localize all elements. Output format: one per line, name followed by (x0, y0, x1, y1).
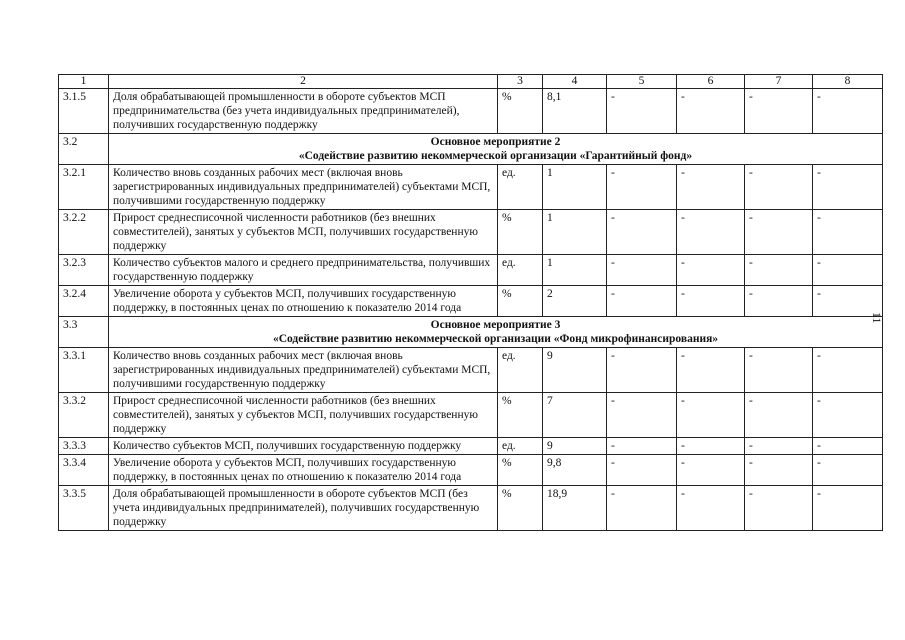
table-row (59, 89, 883, 134)
row-number: 3.2.1 (59, 165, 109, 210)
table-row (59, 348, 883, 393)
value-cell: - (813, 286, 883, 317)
unit-cell: % (498, 89, 543, 134)
section-number: 3.2 (59, 134, 109, 165)
value-cell: - (745, 393, 813, 438)
value-cell: - (677, 393, 745, 438)
value-cell: - (677, 255, 745, 286)
header-cell: 5 (607, 75, 677, 89)
section-row (59, 317, 883, 348)
section-title (109, 317, 883, 348)
value-cell: - (607, 348, 677, 393)
header-cell: 6 (677, 75, 745, 89)
section-title-line1: Основное мероприятие 2 (430, 136, 561, 148)
table-row (59, 438, 883, 455)
value-cell: - (677, 438, 745, 455)
value-cell: - (677, 348, 745, 393)
unit-cell: % (498, 486, 543, 531)
value-cell: - (745, 455, 813, 486)
value-cell: - (745, 165, 813, 210)
value-cell: - (745, 286, 813, 317)
header-cell: 4 (543, 75, 607, 89)
table-row (59, 165, 883, 210)
value-cell: 9,8 (543, 455, 607, 486)
row-number: 3.3.4 (59, 455, 109, 486)
table-row (59, 393, 883, 438)
header-cell: 8 (813, 75, 883, 89)
indicator-name: Прирост среднесписочной численности работников (без внешних совместителей), занятых у субъектов МСП, получивших государственную поддержку (109, 393, 498, 438)
value-cell: - (607, 165, 677, 210)
value-cell: - (677, 89, 745, 134)
indicator-name: Количество субъектов МСП, получивших государственную поддержку (109, 438, 498, 455)
row-number: 3.3.5 (59, 486, 109, 531)
value-cell: - (677, 210, 745, 255)
header-cell: 1 (59, 75, 109, 89)
section-title-line2: «Содействие развитию некоммерческой организации «Фонд микрофинансирования» (272, 333, 719, 345)
section-number: 3.3 (59, 317, 109, 348)
row-number: 3.2.3 (59, 255, 109, 286)
row-number: 3.2.2 (59, 210, 109, 255)
value-cell: - (745, 348, 813, 393)
row-number: 3.3.2 (59, 393, 109, 438)
unit-cell: % (498, 210, 543, 255)
indicator-name: Доля обрабатывающей промышленности в обороте субъектов МСП предпринимательства (без учета индивидуальных предпринимателей), получивших государственную поддержку (109, 89, 498, 134)
value-cell: - (607, 286, 677, 317)
unit-cell: ед. (498, 348, 543, 393)
table-row (59, 286, 883, 317)
section-title (109, 134, 883, 165)
unit-cell: % (498, 455, 543, 486)
section-title-line2: «Содействие развитию некоммерческой организации «Гарантийный фонд» (298, 150, 693, 162)
value-cell: - (813, 486, 883, 531)
value-cell: - (813, 438, 883, 455)
header-cell: 7 (745, 75, 813, 89)
value-cell: 7 (543, 393, 607, 438)
value-cell: 9 (543, 438, 607, 455)
value-cell: - (813, 393, 883, 438)
value-cell: 2 (543, 286, 607, 317)
value-cell: - (813, 455, 883, 486)
indicator-name: Увеличение оборота у субъектов МСП, получивших государственную поддержку, в постоянных ценах по отношению к показателю 2014 года (109, 286, 498, 317)
row-number: 3.3.3 (59, 438, 109, 455)
value-cell: - (677, 486, 745, 531)
value-cell: 1 (543, 165, 607, 210)
value-cell: - (813, 255, 883, 286)
page-number: 11 (870, 312, 884, 324)
value-cell: - (607, 438, 677, 455)
value-cell: 1 (543, 255, 607, 286)
value-cell: - (607, 210, 677, 255)
row-number: 3.2.4 (59, 286, 109, 317)
value-cell: - (745, 89, 813, 134)
indicator-name: Количество субъектов малого и среднего предпринимательства, получивших государственную поддержку (109, 255, 498, 286)
value-cell: - (745, 438, 813, 455)
value-cell: - (607, 255, 677, 286)
value-cell: - (745, 210, 813, 255)
indicators-table (58, 74, 883, 531)
unit-cell: ед. (498, 165, 543, 210)
value-cell: - (813, 89, 883, 134)
header-cell: 3 (498, 75, 543, 89)
row-number: 3.1.5 (59, 89, 109, 134)
indicator-name: Прирост среднесписочной численности работников (без внешних совместителей), занятых у субъектов МСП, получивших государственную поддержку (109, 210, 498, 255)
value-cell: - (813, 210, 883, 255)
indicator-name: Увеличение оборота у субъектов МСП, получивших государственную поддержку, в постоянных ценах по отношению к показателю 2014 года (109, 455, 498, 486)
value-cell: - (745, 255, 813, 286)
header-cell: 2 (109, 75, 498, 89)
value-cell: - (607, 455, 677, 486)
table-row (59, 455, 883, 486)
section-title-line1: Основное мероприятие 3 (430, 319, 561, 331)
table-row (59, 486, 883, 531)
value-cell: - (607, 393, 677, 438)
section-row (59, 134, 883, 165)
indicator-name: Количество вновь созданных рабочих мест (включая вновь зарегистрированных индивидуальных предпринимателей) субъектами МСП, получившими государственную поддержку (109, 165, 498, 210)
value-cell: - (677, 165, 745, 210)
indicator-name: Количество вновь созданных рабочих мест (включая вновь зарегистрированных индивидуальных предпринимателей) субъектами МСП, получившими государственную поддержку (109, 348, 498, 393)
indicator-name: Доля обрабатывающей промышленности в обороте субъектов МСП (без учета индивидуальных предпринимателей), получивших государственную поддержку (109, 486, 498, 531)
value-cell: - (607, 89, 677, 134)
value-cell: - (745, 486, 813, 531)
table-row (59, 210, 883, 255)
value-cell: - (677, 286, 745, 317)
value-cell: - (813, 165, 883, 210)
value-cell: 8,1 (543, 89, 607, 134)
value-cell: 1 (543, 210, 607, 255)
unit-cell: ед. (498, 255, 543, 286)
unit-cell: ед. (498, 438, 543, 455)
value-cell: - (607, 486, 677, 531)
value-cell: - (677, 455, 745, 486)
unit-cell: % (498, 393, 543, 438)
value-cell: 9 (543, 348, 607, 393)
unit-cell: % (498, 286, 543, 317)
table-row (59, 255, 883, 286)
row-number: 3.3.1 (59, 348, 109, 393)
header-row (59, 75, 883, 89)
value-cell: 18,9 (543, 486, 607, 531)
value-cell: - (813, 348, 883, 393)
